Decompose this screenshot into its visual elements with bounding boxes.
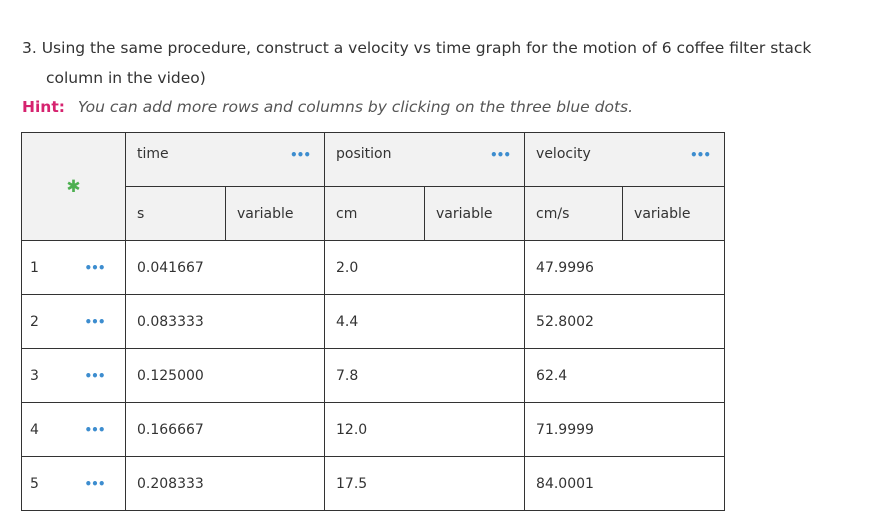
table-row (22, 349, 725, 403)
table-row (22, 457, 725, 511)
cell-time[interactable]: 0.083333 (126, 295, 325, 349)
cell-position[interactable]: 7.8 (325, 349, 525, 403)
three-dots-icon[interactable]: ••• (84, 422, 105, 437)
cell-velocity[interactable]: 62.4 (525, 349, 725, 403)
table-row (22, 295, 725, 349)
row-menu-cell[interactable] (77, 349, 126, 403)
cell-velocity[interactable]: 84.0001 (525, 457, 725, 511)
gear-icon[interactable]: ✱ (66, 176, 81, 197)
cell-position[interactable]: 4.4 (325, 295, 525, 349)
row-number: 2 (22, 295, 77, 349)
column-header-time[interactable] (126, 133, 325, 187)
row-number: 3 (22, 349, 77, 403)
kind-cell-velocity[interactable]: variable (623, 187, 725, 241)
header-row-units (22, 187, 725, 241)
column-name: time (137, 145, 169, 162)
kind-cell-time[interactable]: variable (226, 187, 325, 241)
cell-position[interactable]: 17.5 (325, 457, 525, 511)
row-number: 4 (22, 403, 77, 457)
row-menu-cell[interactable] (77, 241, 126, 295)
cell-time[interactable]: 0.041667 (126, 241, 325, 295)
table-row (22, 403, 725, 457)
column-header-velocity[interactable] (525, 133, 725, 187)
cell-position[interactable]: 12.0 (325, 403, 525, 457)
column-name: position (336, 145, 392, 162)
unit-cell-time[interactable]: s (126, 187, 226, 241)
hint-label: Hint: (22, 98, 65, 116)
column-name: velocity (536, 145, 591, 162)
row-number: 5 (22, 457, 77, 511)
cell-velocity[interactable]: 47.9996 (525, 241, 725, 295)
row-menu-cell[interactable] (77, 403, 126, 457)
row-menu-cell[interactable] (77, 457, 126, 511)
cell-velocity[interactable]: 71.9999 (525, 403, 725, 457)
column-menu-icon[interactable]: ••• (490, 148, 511, 162)
cell-position[interactable]: 2.0 (325, 241, 525, 295)
table-row (22, 241, 725, 295)
unit-cell-position[interactable]: cm (325, 187, 425, 241)
question-text (22, 33, 872, 93)
three-dots-icon[interactable]: ••• (84, 260, 105, 275)
hint (22, 98, 633, 116)
three-dots-icon[interactable]: ••• (84, 314, 105, 329)
header-row-names (22, 133, 725, 187)
cell-time[interactable]: 0.208333 (126, 457, 325, 511)
cell-time[interactable]: 0.125000 (126, 349, 325, 403)
unit-cell-velocity[interactable]: cm/s (525, 187, 623, 241)
row-number: 1 (22, 241, 77, 295)
column-menu-icon[interactable]: ••• (290, 148, 311, 162)
three-dots-icon[interactable]: ••• (84, 368, 105, 383)
data-table (21, 132, 725, 511)
column-header-position[interactable] (325, 133, 525, 187)
cell-velocity[interactable]: 52.8002 (525, 295, 725, 349)
cell-time[interactable]: 0.166667 (126, 403, 325, 457)
column-menu-icon[interactable]: ••• (690, 148, 711, 162)
three-dots-icon[interactable]: ••• (84, 476, 105, 491)
row-menu-cell[interactable] (77, 295, 126, 349)
hint-text: You can add more rows and columns by clicking on the three blue dots. (77, 98, 634, 116)
question-line-2: column in the video) (46, 69, 206, 87)
question-line-1: 3. Using the same procedure, construct a velocity vs time graph for the motion of 6 coffee filter stack (22, 39, 812, 57)
table-settings-cell[interactable] (22, 133, 126, 241)
kind-cell-position[interactable]: variable (425, 187, 525, 241)
